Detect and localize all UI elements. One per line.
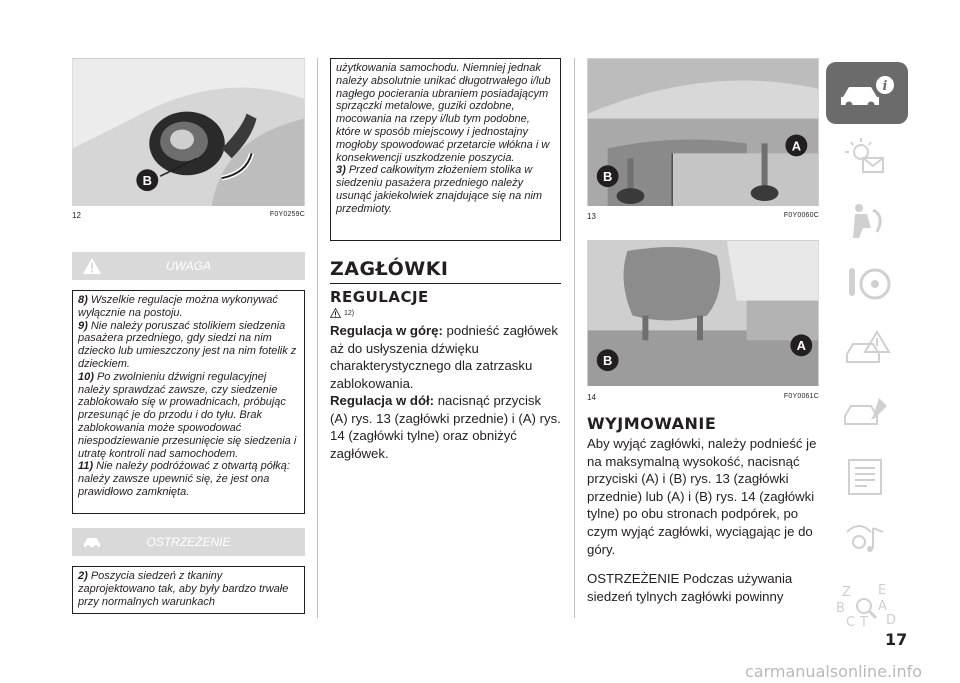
tab-multimedia[interactable] <box>826 510 908 572</box>
figure-12-caption <box>72 211 305 220</box>
warning-reference: 12) <box>330 308 354 318</box>
label-a-marker: A <box>791 138 802 154</box>
figure-number: 13 <box>587 212 596 221</box>
car-caution-icon <box>72 528 112 556</box>
removal-paragraph: Aby wyjąć zagłówki, należy podnieść je na maksymalną wysokość, nacisnąć przyciski (A) i (B) rys. 13 (zagłówki przednie) lub (A) i (B) rys. 14 (zagłówki tylne) po obu stronach podpórek, po czym wyjąć zagłówki, wyciągając je do góry. <box>587 436 817 557</box>
caution-item: 2) Poszycia siedzeń z tkaniny zaprojektowano tak, aby były bardzo trwałe przy normalnych warunkach <box>78 570 289 608</box>
warning-header <box>72 252 305 280</box>
figure-code: F0Y0060C <box>783 212 819 219</box>
caution-item: użytkowania samochodu. Niemniej jednak należy absolutnie unikać długotrwałego i/lub nagłego pocierania ubraniem posiadającym sprzączki metalowe, guziki ozdobne, mocowania na rzepy i/lub tym podobne, które w sposób miejscowy i jednostajny mogłoby spowodować przetarcie włókna i w konsekwencji uszkodzenie poszycia. <box>336 62 551 164</box>
figure-number: 14 <box>587 393 596 402</box>
caution-title: OSTRZEŻENIE <box>146 535 231 549</box>
column-divider <box>574 58 575 618</box>
rear-headrest-illustration <box>587 241 819 386</box>
tab-starting-driving[interactable] <box>826 254 908 316</box>
tab-maintenance[interactable] <box>826 382 908 444</box>
tab-index[interactable] <box>826 574 908 636</box>
index-icon <box>832 580 902 630</box>
label-b-marker: B <box>602 353 613 369</box>
heading-rule <box>330 283 561 284</box>
caution-header <box>72 528 305 556</box>
svg-text:A: A <box>878 599 887 614</box>
caution-item: 3) Przed całkowitym złożeniem stolika w siedzeniu pasażera przedniego należy usunąć jakiekolwiek znajdujące się na nim przedmioty. <box>336 164 543 215</box>
safety-airbag-icon <box>837 198 897 244</box>
label-a-marker: A <box>796 338 806 354</box>
page-number: 17 <box>885 630 908 649</box>
svg-text:Z: Z <box>842 585 851 600</box>
figure-14-caption <box>587 393 819 402</box>
watermark: carmanualsonline.info <box>745 662 923 681</box>
warning-item: 10) Po zwolnieniu dźwigni regulacyjnej należy sprawdzać zawsze, czy siedzenie zablokowało się w prowadnicach, próbując przesunąć je do przodu i do tyłu. Brak zablokowania może spowodować niespodziewanie przesunięcie się siedzenia i utratę kontroli nad samochodem. <box>78 370 297 460</box>
label-b-marker: B <box>602 169 613 185</box>
front-headrest-illustration <box>587 59 819 206</box>
car-info-icon <box>837 73 897 113</box>
removal-caution-paragraph: OSTRZEŻENIE Podczas używania siedzeń tylnych zagłówki powinny <box>587 571 793 604</box>
warning-item: 9) Nie należy poruszać stolikiem siedzenia pasażera przedniego, gdy siedzi na nim dziecko lub umieszczony jest na nim fotelik z dzieckiem. <box>78 319 297 370</box>
warning-item: 11) Nie należy podróżować z otwartą półką: należy zawsze upewnić się, że jest ona prawidłowo zamknięta. <box>78 460 290 498</box>
tab-emergency[interactable] <box>826 318 908 380</box>
figure-code: F0Y0061C <box>783 393 819 400</box>
caution-box <box>72 566 305 614</box>
section-heading: ZAGŁÓWKI <box>330 258 449 280</box>
svg-text:D: D <box>886 613 897 628</box>
figure-number: 12 <box>72 211 81 220</box>
figure-13-photo <box>587 58 819 206</box>
svg-text:T: T <box>860 615 868 630</box>
svg-text:i: i <box>882 79 888 94</box>
warning-triangle-icon <box>72 252 112 280</box>
figure-code: F0Y0259C <box>269 211 305 218</box>
label-b-marker: B <box>142 173 152 189</box>
figure-12-photo <box>72 58 305 206</box>
multimedia-icon <box>837 518 897 564</box>
warning-triangle-icon <box>330 308 341 318</box>
subsection-heading: REGULACJE <box>330 288 429 306</box>
maintenance-icon <box>837 390 897 436</box>
starting-driving-icon <box>837 262 897 308</box>
seat-lever-illustration <box>72 59 305 206</box>
warning-title: UWAGA <box>165 259 212 273</box>
figure-14-photo <box>587 240 819 386</box>
figure-13-caption <box>587 212 819 221</box>
svg-text:C: C <box>846 615 856 630</box>
chapter-tabs <box>826 62 908 638</box>
tab-dashboard-lights[interactable] <box>826 126 908 188</box>
tab-safety[interactable] <box>826 190 908 252</box>
dashboard-lights-icon <box>837 134 897 180</box>
adjust-up-paragraph: Regulacja w górę: podnieść zagłówek aż do usłyszenia dźwięku charakterystycznego dla zatrzasku zablokowania. <box>330 323 558 391</box>
svg-text:E: E <box>878 583 887 598</box>
technical-data-icon <box>837 454 897 500</box>
svg-text:B: B <box>836 601 845 616</box>
warning-item: 8) Wszelkie regulacje można wykonywać wyłącznie na postoju. <box>78 294 278 319</box>
subsection-heading: WYJMOWANIE <box>587 414 717 433</box>
adjust-down-paragraph: Regulacja w dół: nacisnąć przycisk (A) rys. 13 (zagłówki przednie) i (A) rys. 14 (zagłówki tylne) oraz obniżyć zagłówek. <box>330 393 561 461</box>
tab-car-info[interactable] <box>826 62 908 124</box>
column-divider <box>317 58 318 618</box>
warning-box <box>72 290 305 514</box>
emergency-icon <box>837 326 897 372</box>
caution-box-continued <box>330 58 561 241</box>
tab-technical-data[interactable] <box>826 446 908 508</box>
